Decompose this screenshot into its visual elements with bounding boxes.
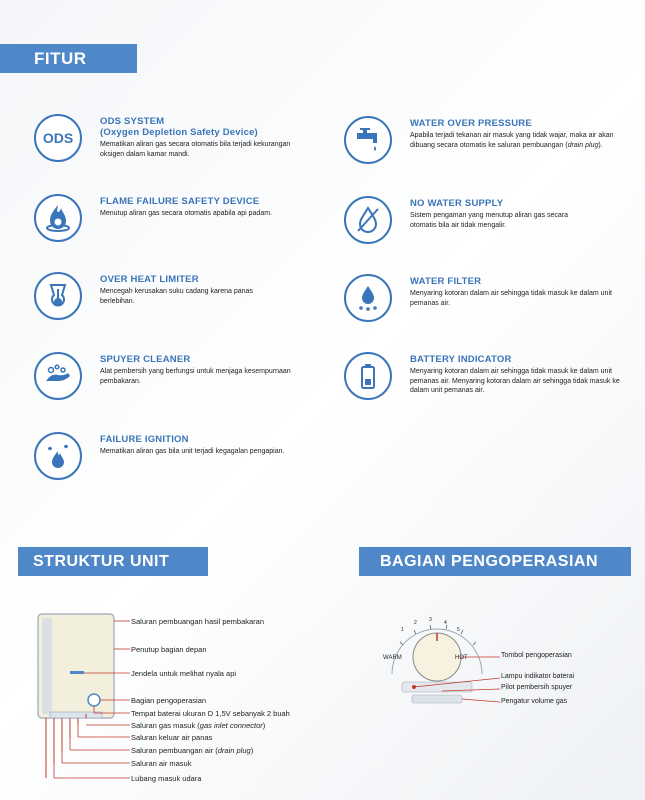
- struktur-unit-title: STRUKTUR UNIT: [33, 552, 170, 570]
- struktur-label-part: Saluran pembuangan air (: [131, 746, 218, 755]
- struktur-label: Penutup bagian depan: [131, 645, 207, 654]
- no-water-icon: [344, 196, 392, 244]
- dial-number: 4: [444, 620, 447, 626]
- feature-title: FLAME FAILURE SAFETY DEVICE: [100, 196, 260, 207]
- dial-number: 5: [457, 627, 460, 633]
- feature-description: Menyaring kotoran dalam air sehingga tidak masuk ke dalam unit pemanas air.: [410, 290, 612, 307]
- struktur-label: Saluran air masuk: [131, 759, 192, 768]
- feature-title: SPUYER CLEANER: [100, 354, 191, 365]
- struktur-unit-banner: [18, 547, 208, 576]
- feature-description: Mematikan aliran gas secara otomatis bila terjadi kekurangan oksigen dalam kamar mandi.: [100, 141, 291, 158]
- dial-number: 3: [429, 617, 432, 623]
- feature-title: BATTERY INDICATOR: [410, 354, 512, 365]
- struktur-label: Jendela untuk melihat nyala api: [131, 669, 237, 678]
- ods-icon: [34, 114, 82, 162]
- faucet-icon: [344, 116, 392, 164]
- feature-description: Alat pembersih yang berfungsi untuk menjaga kesempurnaan pembakaran.: [100, 368, 291, 385]
- feature-title: WATER FILTER: [410, 276, 482, 287]
- feature-description: Sistem pengaman yang menutup aliran gas secara otomatis bila air tidak mengalir.: [410, 212, 568, 229]
- feature-water-over-pressure: [344, 116, 644, 164]
- feature-title: ODS SYSTEM: [100, 116, 165, 127]
- bagian-pengoperasian-banner: [359, 547, 631, 576]
- control-dial-diagram: [372, 612, 502, 712]
- feature-description-italic: drain plug: [567, 141, 599, 149]
- dial-warm-label: WARM: [383, 655, 402, 661]
- struktur-label: [131, 746, 253, 755]
- fitur-banner: [0, 44, 137, 73]
- feature-ods-system: [34, 114, 334, 162]
- dial-hot-label: HOT: [455, 655, 468, 661]
- feature-failure-ignition: [34, 432, 334, 480]
- flame-icon: [34, 194, 82, 242]
- feature-description: Menyaring kotoran dalam air sehingga tidak masuk ke dalam unit pemanas air. Menyaring kotoran dalam air sehingga tidak masuk ke dalam unit pemanas air.: [410, 368, 620, 394]
- struktur-label-italic: gas inlet connector: [199, 721, 263, 730]
- struktur-label-part: Saluran gas masuk (: [131, 721, 200, 730]
- struktur-label: Bagian pengoperasian: [131, 696, 207, 705]
- bagian-label: Pilot pembersih spuyer: [501, 684, 573, 691]
- feature-title: NO WATER SUPPLY: [410, 198, 504, 209]
- dial-number: 2: [414, 620, 417, 626]
- feature-title: WATER OVER PRESSURE: [410, 118, 532, 129]
- fitur-title: FITUR: [34, 48, 87, 68]
- bagian-pengoperasian-title: BAGIAN PENGOPERASIAN: [380, 552, 599, 570]
- struktur-label: [131, 721, 265, 730]
- cleaning-hand-icon: [34, 352, 82, 400]
- feature-flame-failure: [34, 194, 334, 242]
- feature-description: Mencegah kerusakan suku cadang karena panas berlebihan.: [100, 288, 253, 305]
- feature-no-water-supply: [344, 196, 644, 244]
- struktur-label-italic: drain plug: [217, 746, 251, 755]
- feature-water-filter: [344, 274, 644, 322]
- feature-description: Mematikan aliran gas bila unit terjadi kegagalan pengapian.: [100, 448, 285, 455]
- bagian-label: Tombol pengoperasian: [501, 652, 572, 659]
- feature-subtitle: (Oxygen Depletion Safety Device): [100, 127, 258, 138]
- feature-title: FAILURE IGNITION: [100, 434, 189, 445]
- struktur-label: Saluran keluar air panas: [131, 733, 213, 742]
- struktur-label-part: ): [250, 746, 254, 755]
- water-filter-icon: [344, 274, 392, 322]
- feature-title: OVER HEAT LIMITER: [100, 274, 199, 285]
- ods-icon-text: ODS: [42, 130, 74, 146]
- struktur-label-part: ): [262, 721, 266, 730]
- thermometer-icon: [34, 272, 82, 320]
- feature-description: Apabila terjadi tekanan air masuk yang tidak wajar, maka air akan dibuang secara otomatis ke saluran pembuangan (: [410, 132, 614, 149]
- struktur-label: Tempat baterai ukuran D 1,5V sebanyak 2 buah: [131, 709, 290, 718]
- struktur-label: Saluran pembuangan hasil pembakaran: [131, 617, 265, 626]
- feature-over-heat-limiter: [34, 272, 334, 320]
- feature-spuyer-cleaner: [34, 352, 334, 400]
- feature-battery-indicator: [344, 352, 644, 400]
- bagian-label: Lampu indikator baterai: [501, 673, 575, 680]
- struktur-label: Lubang masuk udara: [131, 774, 202, 783]
- spark-icon: [34, 432, 82, 480]
- dial-number: 1: [401, 627, 404, 633]
- feature-description: Menutup aliran gas secara otomatis apabila api padam.: [100, 210, 272, 217]
- bagian-label: Pengatur volume gas: [501, 698, 568, 705]
- battery-icon: [344, 352, 392, 400]
- feature-description-end: ).: [598, 141, 603, 149]
